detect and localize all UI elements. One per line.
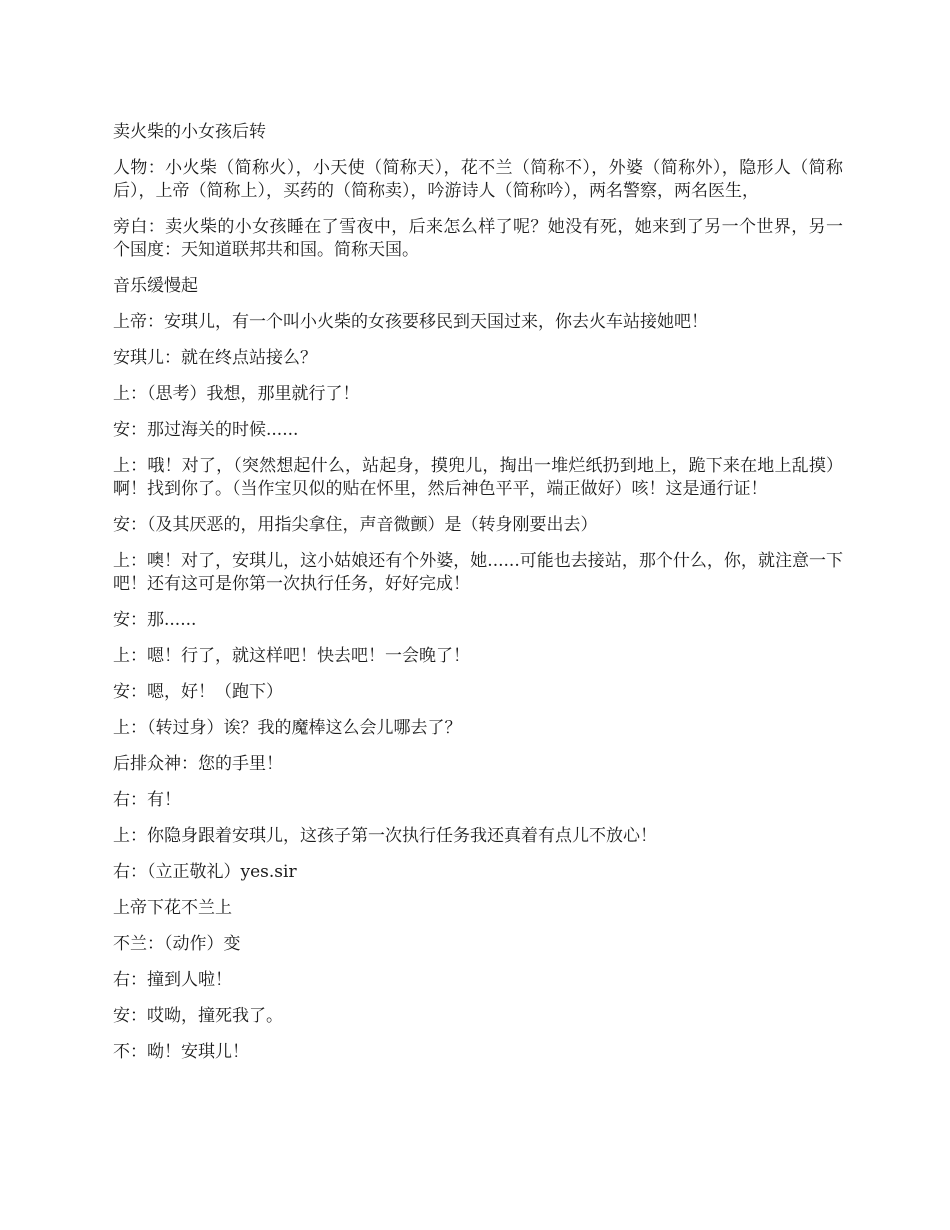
character-list-paragraph: 人物：小火柴（简称火），小天使（简称天），花不兰（简称不），外婆（简称外），隐形人（简称后），上帝（简称上），买药的（简称卖），吟游诗人（简称吟），两名警察，两名医生， [113,158,843,201]
narration-paragraph: 旁白：卖火柴的小女孩睡在了雪夜中，后来怎么样了呢？她没有死，她来到了另一个世界，另一个国度：天知道联邦共和国。简称天国。 [113,217,843,260]
dialogue-line: 上：噢！对了，安琪儿，这小姑娘还有个外婆，她......可能也去接站，那个什么，你，就注意一下吧！还有这可是你第一次执行任务，好好完成！ [113,551,843,594]
dialogue-line: 安：嗯，好！（跑下） [113,682,283,702]
document-page [113,121,843,1077]
dialogue-line: 安：（及其厌恶的，用指尖拿住，声音微颤）是（转身刚要出去） [113,515,598,535]
dialogue-line: 上帝：安琪儿，有一个叫小火柴的女孩要移民到天国过来，你去火车站接她吧！ [113,312,708,332]
dialogue-line: 安：那...... [113,610,197,630]
dialogue-line: 上：（思考）我想，那里就行了！ [113,384,360,404]
dialogue-line: 右：（立正敬礼）yes.sir [113,862,297,882]
dialogue-line: 不兰：（动作）变 [113,934,241,954]
dialogue-line: 上：你隐身跟着安琪儿，这孩子第一次执行任务我还真着有点儿不放心！ [113,826,657,846]
dialogue-line: 后排众神：您的手里！ [113,754,283,774]
document-title: 卖火柴的小女孩后转 [113,122,266,142]
stage-direction: 上帝下花不兰上 [113,898,232,918]
dialogue-line: 右：撞到人啦！ [113,970,232,990]
dialogue-line: 安：那过海关的时候...... [113,420,299,440]
dialogue-line: 上：哦！对了，（突然想起什么，站起身，摸兜儿，掏出一堆烂纸扔到地上，跪下来在地上乱摸）啊！找到你了。（当作宝贝似的贴在怀里，然后神色平平，端正做好）咳！这是通行证！ [113,456,843,499]
dialogue-line: 安：哎呦，撞死我了。 [113,1006,283,1026]
dialogue-line: 上：（转过身）诶？我的魔棒这么会儿哪去了？ [113,718,462,738]
dialogue-line: 安琪儿：就在终点站接么？ [113,348,317,368]
dialogue-line: 不：呦！安琪儿！ [113,1042,249,1062]
stage-direction: 音乐缓慢起 [113,276,198,296]
dialogue-line: 右：有！ [113,790,181,810]
dialogue-line: 上：嗯！行了，就这样吧！快去吧！一会晚了！ [113,646,470,666]
